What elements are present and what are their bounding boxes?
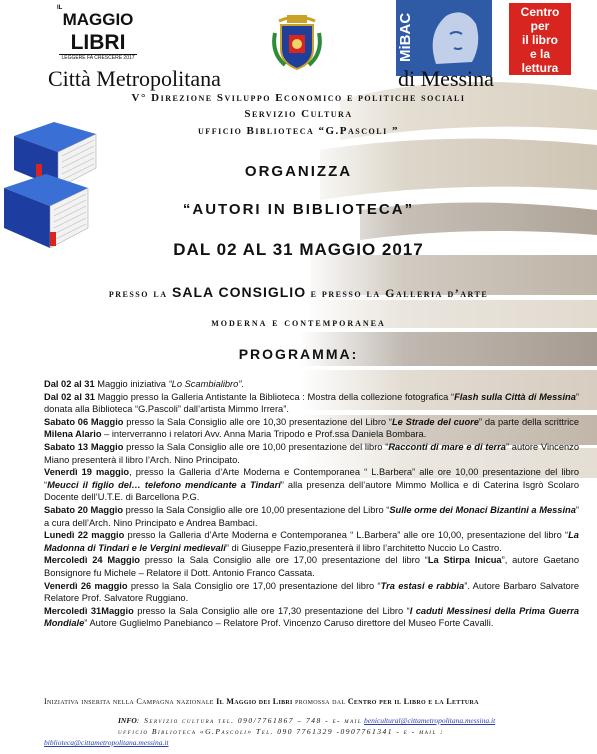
program-item: Lunedì 22 maggio presso la Galleria d’Arte Moderna e Contemporanea “ L.Barbera” alle ore 10,00, presentazione del libro “La Madonna di Tindari e le Vergini medievali” di Giuseppe Fazio,presenterà il libro l’architetto Nuccio Lo Castro. bbox=[44, 530, 579, 553]
programma-heading: PROGRAMMA: bbox=[238, 346, 359, 362]
direzione-line: V° Direzione Sviluppo Economico e politiche sociali bbox=[131, 92, 466, 104]
campaign-note: Iniziativa inserita nella Campagna nazionale Il Maggio dei Libri promossa dal Centro per il Libro e la Lettura bbox=[44, 697, 479, 706]
venue-line-2: moderna e contemporanea bbox=[211, 317, 386, 329]
program-item: Sabato 20 Maggio presso la Sala Consiglio alle ore 10,00 presentazione del Libro “Sulle orme dei Monaci Bizantini a Messina” a cura dell’Arch. Nino Principato e Andrea Bambaci. bbox=[44, 504, 579, 528]
city-title-right: di Messina bbox=[398, 66, 494, 91]
statue-head-icon bbox=[416, 4, 490, 74]
biblioteca-contact: ufficio Biblioteca «G.Pascoli» Tel. 090 7761329 -0907761341 - e - mail : bbox=[118, 727, 445, 736]
program-item: Sabato 06 Maggio presso la Sala Consiglio alle ore 10,30 presentazione del Libro “Le Strade del cuore” da parte della scrittrice Milena Alario – interverranno i relatori Avv. Anna Maria Tripodo e Prof.ssa Daniela Bombara. bbox=[44, 416, 579, 440]
program-list bbox=[44, 378, 579, 630]
messina-crest-icon bbox=[271, 13, 323, 71]
event-title: “AUTORI IN BIBLIOTECA” bbox=[182, 201, 415, 218]
organizza-heading: ORGANIZZA bbox=[244, 163, 353, 180]
ufficio-line: ufficio Biblioteca “G.Pascoli ” bbox=[198, 125, 399, 137]
program-item: Sabato 13 Maggio presso la Sala Consiglio alle ore 10,00 presentazione del libro “Racconti di mare e di terra” autore Vincenzo Miano presenterà il libro l’Arch. Nino Principato. bbox=[44, 441, 579, 465]
cultura-email-link[interactable]: benicultural@cittametropolitana.messina.it bbox=[363, 716, 496, 725]
servizio-line: Servizio Cultura bbox=[244, 108, 353, 120]
program-item: Dal 02 al 31 Maggio iniziativa “Lo Scambialibro”. bbox=[44, 379, 245, 389]
mibac-logo: MiBAC bbox=[396, 0, 492, 76]
centro-libro-lettura-logo: Centro per il libro e la lettura bbox=[509, 3, 571, 75]
venue-line: presso la SALA CONSIGLIO e presso la Galleria d’arte bbox=[108, 284, 489, 300]
program-item: Venerdì 19 maggio, presso la Galleria d’Arte Moderna e Contemporanea “ L.Barbera” alle ore 10,00 presentazione del libro “Meucci il figlio del… telefono mendicante a Tindari” alla presenza dell’autore Mimmo Mollica e di Caterina Isgrò Scolaro Docente dell’U.T.E. di Barcellona P.G. bbox=[44, 467, 579, 503]
city-title-left: Città Metropolitana bbox=[48, 66, 221, 91]
maggio-dei-libri-logo: IL MAGGIO LIBRI LEGGERE FA CRESCERE 2017 bbox=[55, 4, 141, 60]
program-item: Venerdì 26 maggio presso la Sala Consiglio ore 17,00 presentazione del libro “Tra estasi e rabbia”. Autore Barbaro Salvatore Relatore Prof. Salvatore Ruggiano. bbox=[44, 580, 579, 604]
biblioteca-email-link[interactable]: biblioteca@cittametropolitana.messina.it bbox=[44, 738, 169, 747]
info-contact: INFO: Servizio cultura tel. 090/7761867 – 748 - e- mail benicultural@cittametropolitana.messina.it bbox=[118, 716, 496, 725]
program-item: Mercoledì 31Maggio presso la Sala Consiglio alle ore 17,30 presentazione del Libro “I caduti Messinesi della Prima Guerra Mondiale” Autore Guglielmo Panebianco – Relatore Prof. Vincenzo Caruso direttore del Museo Forte Cavalli. bbox=[44, 605, 579, 629]
program-item: Dal 02 al 31 Maggio presso la Galleria Antistante la Biblioteca : Mostra della collezione fotografica “Flash sulla Città di Messina” donata alla Biblioteca “G.Pascoli” dall’artista Mimmo Irrera”. bbox=[44, 391, 579, 415]
program-item: Mercoledì 24 Maggio presso la Sala Consiglio alle ore 17,00 presentazione del libro “La Stirpa Inicua”, autore Gaetano Bonsignore fu Michele – Relatore il Dott. Antonio Franco Cassata. bbox=[44, 555, 579, 578]
event-dates: DAL 02 AL 31 MAGGIO 2017 bbox=[173, 240, 424, 259]
